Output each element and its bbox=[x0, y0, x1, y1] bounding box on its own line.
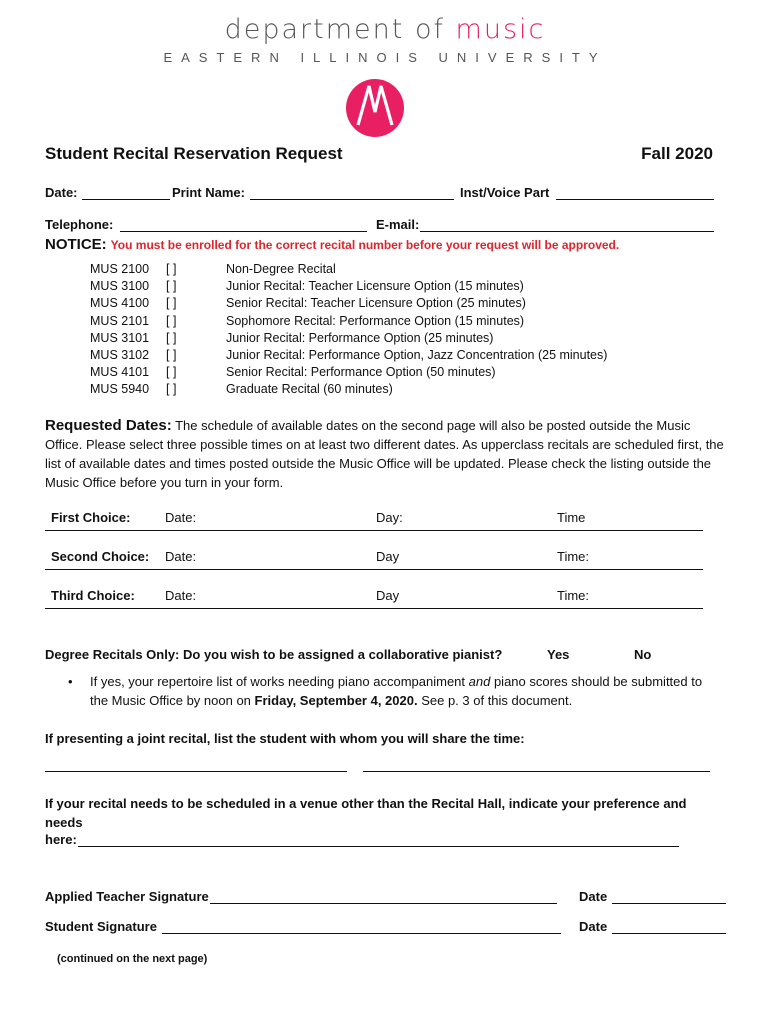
choice-time-field[interactable]: Time: bbox=[557, 588, 590, 603]
form-title: Student Recital Reservation Request bbox=[45, 144, 343, 163]
teacher-signature-label: Applied Teacher Signature bbox=[45, 889, 209, 904]
form-term: Fall 2020 bbox=[641, 144, 713, 163]
recital-option-row bbox=[90, 348, 650, 365]
recital-option-row bbox=[90, 262, 650, 279]
recital-option-row bbox=[90, 365, 650, 382]
choice-date-field[interactable]: Date: bbox=[165, 588, 197, 603]
recital-option-row bbox=[90, 331, 650, 348]
choice-label: First Choice: bbox=[51, 510, 131, 525]
recital-code: MUS 3100 bbox=[90, 279, 150, 294]
recital-checkbox[interactable]: [ ] bbox=[166, 365, 177, 380]
choice-day-field[interactable]: Day bbox=[376, 588, 400, 603]
collab-no-option[interactable]: No bbox=[634, 647, 652, 662]
recital-option-row bbox=[90, 314, 650, 331]
bullet-text-italic: and bbox=[468, 674, 491, 689]
recital-code: MUS 2101 bbox=[90, 313, 150, 328]
recital-checkbox[interactable]: [ ] bbox=[166, 382, 177, 397]
recital-code: MUS 3102 bbox=[90, 347, 150, 362]
telephone-field[interactable] bbox=[120, 217, 367, 232]
department-prefix: department of bbox=[224, 14, 456, 45]
print-name-field[interactable] bbox=[250, 185, 454, 200]
recital-code: MUS 5940 bbox=[90, 382, 150, 397]
student-date-field[interactable] bbox=[612, 919, 726, 934]
requested-dates-section bbox=[45, 416, 725, 492]
joint-student-field-2[interactable] bbox=[363, 757, 710, 772]
choice-date-field[interactable]: Date: bbox=[165, 549, 197, 564]
teacher-signature-field[interactable] bbox=[210, 889, 557, 904]
recital-code: MUS 4101 bbox=[90, 365, 150, 380]
inst-voice-label: Inst/Voice Part bbox=[460, 185, 550, 200]
m-circle-logo-icon bbox=[345, 78, 405, 138]
recital-description: Sophomore Recital: Performance Option (15 minutes) bbox=[226, 313, 525, 328]
student-signature-field[interactable] bbox=[162, 919, 561, 934]
recital-checkbox[interactable]: [ ] bbox=[166, 279, 177, 294]
choice-time-field[interactable]: Time bbox=[557, 510, 586, 525]
email-field[interactable] bbox=[420, 217, 714, 232]
choice-day-field[interactable]: Day: bbox=[376, 510, 403, 525]
telephone-label: Telephone: bbox=[45, 217, 114, 232]
recital-code: MUS 2100 bbox=[90, 262, 150, 276]
notice-label: NOTICE: bbox=[45, 236, 107, 253]
choice-label: Second Choice: bbox=[51, 549, 150, 564]
recital-checkbox[interactable]: [ ] bbox=[166, 262, 177, 276]
recital-description: Senior Recital: Performance Option (50 minutes) bbox=[226, 365, 496, 380]
inst-voice-field[interactable] bbox=[556, 185, 714, 200]
bullet-icon: • bbox=[68, 674, 73, 689]
collab-bullet-text bbox=[90, 672, 708, 710]
recital-option-row bbox=[90, 279, 650, 296]
choice-time-field[interactable]: Time: bbox=[557, 549, 590, 564]
recital-code: MUS 4100 bbox=[90, 296, 150, 311]
recital-description: Senior Recital: Teacher Licensure Option (25 minutes) bbox=[226, 296, 526, 311]
student-signature-label: Student Signature bbox=[45, 919, 157, 934]
recital-code: MUS 3101 bbox=[90, 330, 150, 345]
teacher-date-field[interactable] bbox=[612, 889, 726, 904]
recital-list bbox=[90, 262, 650, 400]
recital-description: Junior Recital: Performance Option (25 minutes) bbox=[226, 330, 494, 345]
email-label: E-mail: bbox=[376, 217, 420, 232]
venue-here-label: here: bbox=[45, 832, 77, 847]
venue-label: If your recital needs to be scheduled in a venue other than the Recital Hall, indicate your preference and needs bbox=[45, 796, 687, 830]
recital-option-row bbox=[90, 382, 650, 399]
bullet-text-deadline: Friday, September 4, 2020. bbox=[254, 693, 418, 708]
bullet-text-post: See p. 3 of this document. bbox=[417, 693, 573, 708]
recital-description: Junior Recital: Teacher Licensure Option (15 minutes) bbox=[226, 279, 524, 294]
recital-checkbox[interactable]: [ ] bbox=[166, 313, 177, 328]
collab-yes-option[interactable]: Yes bbox=[547, 647, 570, 662]
department-accent: music bbox=[455, 14, 546, 45]
recital-checkbox[interactable]: [ ] bbox=[166, 330, 177, 345]
print-name-label: Print Name: bbox=[172, 185, 245, 200]
recital-option-row bbox=[90, 296, 650, 313]
recital-checkbox[interactable]: [ ] bbox=[166, 296, 177, 311]
department-heading bbox=[0, 14, 770, 45]
recital-description: Non-Degree Recital bbox=[226, 262, 336, 276]
collab-question-row bbox=[45, 647, 725, 662]
requested-dates-text: The schedule of available dates on the second page will also be posted outside the Music Office. Please select three possible times on at least two different dates. As upperclass recitals are scheduled first, the list of available dates and times posted outside the Music Office will be updated. Please check the listing outside the Music Office before you turn in your form. bbox=[45, 418, 724, 490]
student-date-label: Date bbox=[579, 919, 608, 934]
continued-note: (continued on the next page) bbox=[57, 953, 208, 965]
choice-row bbox=[45, 547, 703, 570]
notice-text: You must be enrolled for the correct recital number before your request will be approved. bbox=[110, 238, 620, 252]
choice-row bbox=[45, 508, 703, 531]
collab-bullet bbox=[68, 672, 708, 710]
joint-student-field-1[interactable] bbox=[45, 757, 347, 772]
recital-description: Junior Recital: Performance Option, Jazz Concentration (25 minutes) bbox=[226, 347, 608, 362]
choice-day-field[interactable]: Day bbox=[376, 549, 400, 564]
joint-recital-label: If presenting a joint recital, list the student with whom you will share the time: bbox=[45, 731, 525, 746]
notice bbox=[45, 236, 619, 254]
collab-question: Degree Recitals Only: Do you wish to be assigned a collaborative pianist? bbox=[45, 647, 503, 662]
recital-description: Graduate Recital (60 minutes) bbox=[226, 382, 393, 397]
choice-label: Third Choice: bbox=[51, 588, 135, 603]
choice-date-field[interactable]: Date: bbox=[165, 510, 197, 525]
date-label: Date: bbox=[45, 185, 78, 200]
recital-checkbox[interactable]: [ ] bbox=[166, 347, 177, 362]
requested-dates-heading: Requested Dates: bbox=[45, 417, 172, 434]
venue-field[interactable] bbox=[78, 832, 679, 847]
bullet-text-pre: If yes, your repertoire list of works needing piano accompaniment bbox=[90, 674, 469, 689]
date-field[interactable] bbox=[82, 185, 170, 200]
choice-row bbox=[45, 586, 703, 609]
bullet-text-mid: piano scores should be submitted to the Music Office by noon on bbox=[90, 674, 703, 708]
university-name: EASTERN ILLINOIS UNIVERSITY bbox=[163, 50, 607, 65]
teacher-date-label: Date bbox=[579, 889, 608, 904]
